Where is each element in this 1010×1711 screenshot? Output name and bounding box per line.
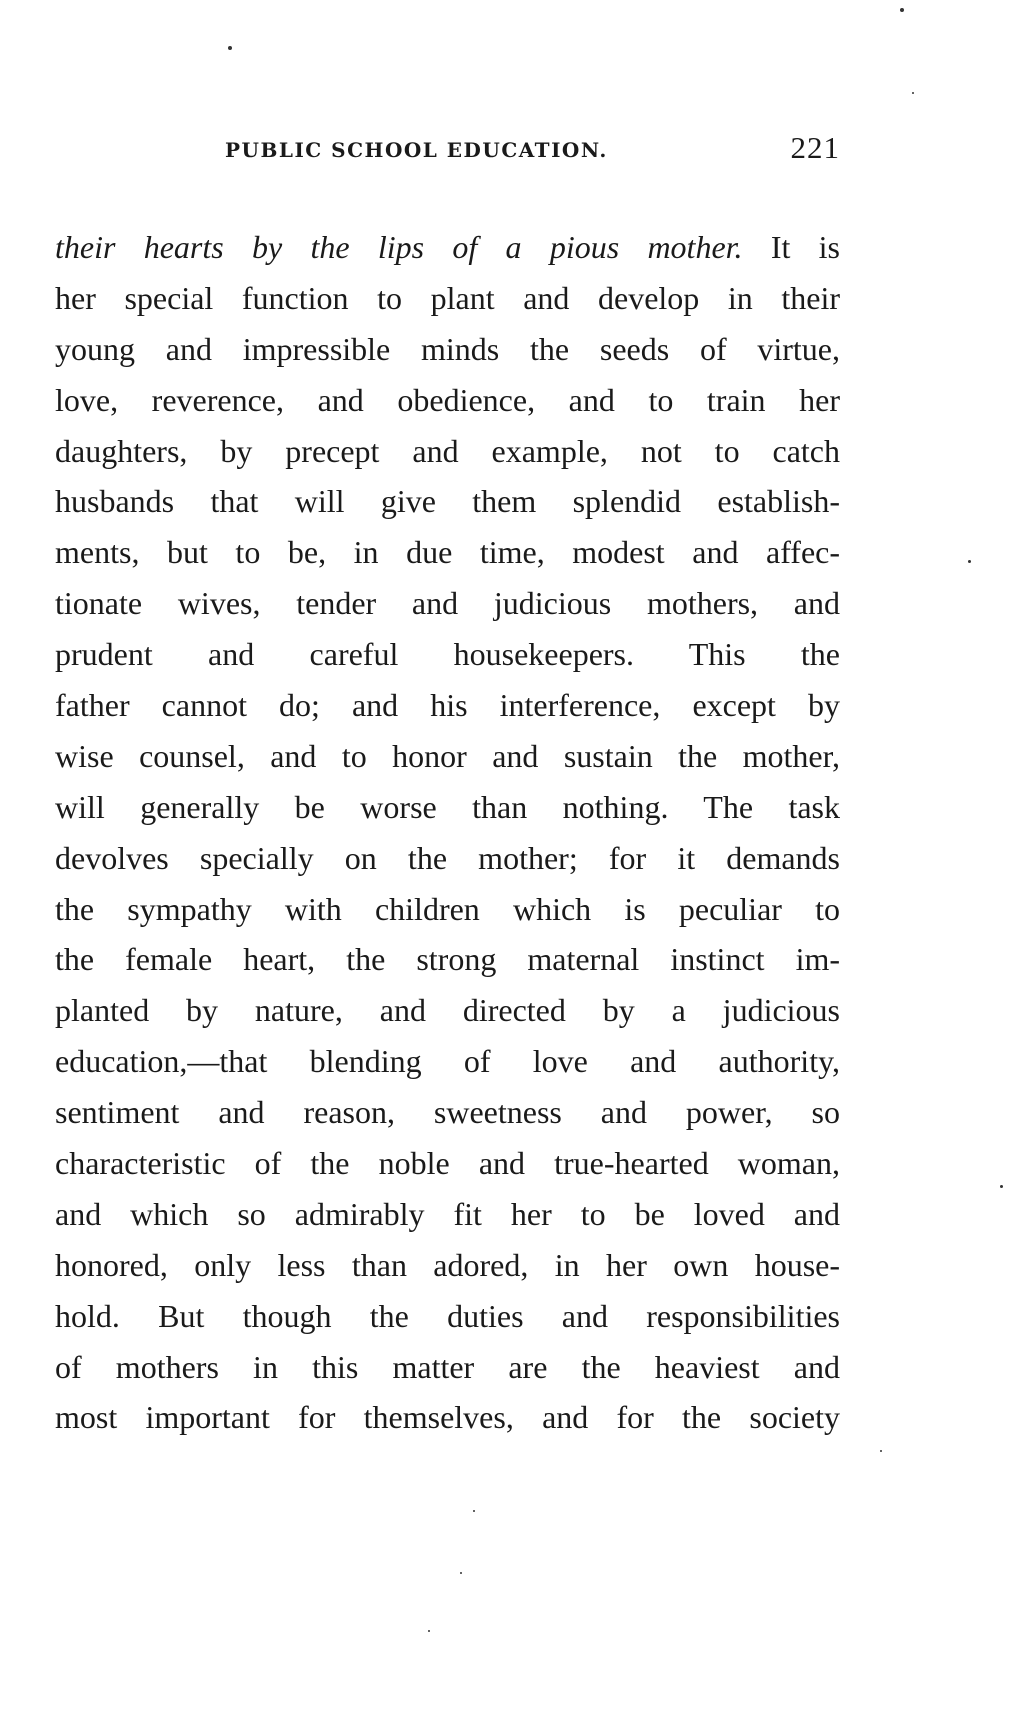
- text-line: and which so admirably fit her to be loved and: [55, 1195, 840, 1232]
- text-line: love, reverence, and obedience, and to train her: [55, 381, 840, 418]
- text-line: will generally be worse than nothing. The task: [55, 788, 840, 825]
- text-line-italic: their hearts by the lips of a pious mother.: [55, 229, 743, 265]
- text-line: prudent and careful housekeepers. This the: [55, 636, 840, 673]
- text-line: tionate wives, tender and judicious mothers, and: [55, 585, 840, 622]
- text-line: the female heart, the strong maternal instinct im-: [55, 941, 840, 978]
- page-header: [55, 130, 840, 170]
- text-line: hold. But though the duties and responsibilities: [55, 1297, 840, 1334]
- text-line: characteristic of the noble and true-hearted woman,: [55, 1145, 840, 1182]
- scan-speck: [900, 8, 904, 12]
- text-line: ments, but to be, in due time, modest and affec-: [55, 534, 840, 571]
- scan-speck: [1000, 1185, 1003, 1188]
- page-number: 221: [790, 130, 840, 165]
- text-line: the sympathy with children which is peculiar to: [55, 890, 840, 927]
- scan-speck: [428, 1630, 430, 1632]
- text-line: father cannot do; and his interference, except by: [55, 687, 840, 724]
- scan-speck: [228, 46, 232, 50]
- text-line: education,—that blending of love and authority,: [55, 1043, 840, 1080]
- text-line-roman: It is: [770, 229, 841, 265]
- text-line: most important for themselves, and for the society: [55, 1399, 840, 1436]
- scan-speck: [968, 560, 971, 563]
- text-line: sentiment and reason, sweetness and power, so: [55, 1094, 840, 1131]
- text-line: planted by nature, and directed by a judicious: [55, 992, 840, 1029]
- text-line: young and impressible minds the seeds of virtue,: [55, 330, 840, 367]
- body-text: [55, 222, 840, 1443]
- scan-speck: [473, 1510, 475, 1512]
- scan-speck: [460, 1572, 462, 1574]
- scan-speck: [880, 1450, 882, 1452]
- text-line: her special function to plant and develop in their: [55, 279, 840, 316]
- text-line: [55, 222, 840, 273]
- running-head: PUBLIC SCHOOL EDUCATION.: [225, 138, 608, 162]
- scan-speck: [912, 92, 914, 94]
- text-line: husbands that will give them splendid establish-: [55, 483, 840, 520]
- text-line: of mothers in this matter are the heaviest and: [55, 1348, 840, 1385]
- text-line: devolves specially on the mother; for it demands: [55, 839, 840, 876]
- text-line: wise counsel, and to honor and sustain the mother,: [55, 737, 840, 774]
- text-line: honored, only less than adored, in her own house-: [55, 1246, 840, 1283]
- text-line: daughters, by precept and example, not to catch: [55, 432, 840, 469]
